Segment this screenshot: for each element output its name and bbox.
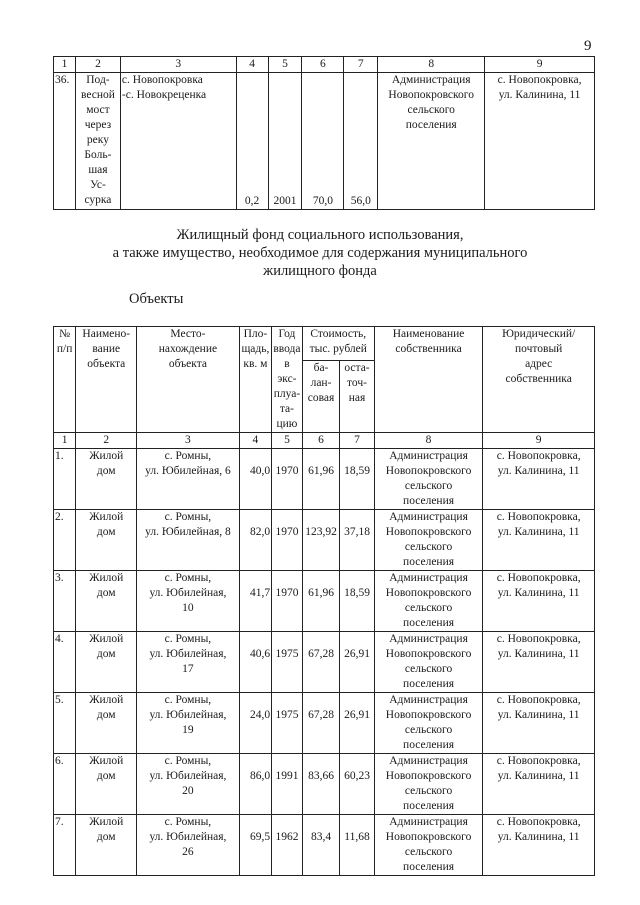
row-number: 4. bbox=[54, 632, 76, 693]
owner-address: с. Новопокровка, ул. Калинина, 11 bbox=[483, 632, 595, 693]
object-area: 24,0 bbox=[239, 693, 271, 754]
row-number: 1. bbox=[54, 449, 76, 510]
col-number: 2 bbox=[75, 57, 120, 73]
object-name: Под- весной мост через реку Боль- шая Ус- сурка bbox=[75, 73, 120, 210]
object-location: с. Ромны, ул. Юбилейная, 19 bbox=[137, 693, 239, 754]
table-row bbox=[54, 754, 595, 815]
col-number: 3 bbox=[120, 57, 236, 73]
column-number-row bbox=[54, 433, 595, 449]
balance-cost: 123,92 bbox=[302, 510, 340, 571]
col-number: 5 bbox=[268, 57, 302, 73]
col-number: 1 bbox=[54, 57, 76, 73]
owner-name: Администрация Новопокровского сельского поселения bbox=[374, 815, 483, 876]
row-number: 2. bbox=[54, 510, 76, 571]
col-number: 9 bbox=[485, 57, 595, 73]
row-number: 7. bbox=[54, 815, 76, 876]
balance-cost: 67,28 bbox=[302, 693, 340, 754]
subheading: Объекты bbox=[129, 291, 184, 307]
object-area: 40,0 bbox=[239, 449, 271, 510]
owner-address: с. Новопокровка, ул. Калинина, 11 bbox=[483, 754, 595, 815]
table-row bbox=[54, 571, 595, 632]
balance-cost: 61,96 bbox=[302, 449, 340, 510]
housing-rows bbox=[54, 449, 595, 876]
object-location: с. Ромны, ул. Юбилейная, 17 bbox=[137, 632, 239, 693]
table-row bbox=[54, 449, 595, 510]
header-year: Год ввода в экс- плуа- та- цию bbox=[272, 327, 303, 433]
row-number: 6. bbox=[54, 754, 76, 815]
object-area: 0,2 bbox=[236, 73, 268, 210]
header-address: Юридический/ почтовый адрес собственника bbox=[483, 327, 595, 433]
col-number: 5 bbox=[272, 433, 303, 449]
col-number: 7 bbox=[344, 57, 378, 73]
object-area: 69,5 bbox=[239, 815, 271, 876]
commission-year: 1975 bbox=[272, 632, 303, 693]
object-area: 86,0 bbox=[239, 754, 271, 815]
owner-address: с. Новопокровка, ул. Калинина, 11 bbox=[483, 693, 595, 754]
balance-cost: 83,4 bbox=[302, 815, 340, 876]
object-location: с. Новопокровка -с. Новокреценка bbox=[120, 73, 236, 210]
object-location: с. Ромны, ул. Юбилейная, 8 bbox=[137, 510, 239, 571]
balance-cost: 70,0 bbox=[302, 73, 344, 210]
row-number: 5. bbox=[54, 693, 76, 754]
object-name: Жилой дом bbox=[76, 449, 137, 510]
table-row bbox=[54, 632, 595, 693]
residual-cost: 18,59 bbox=[340, 449, 375, 510]
table-row bbox=[54, 73, 595, 210]
header-area: Пло- щадь, кв. м bbox=[239, 327, 271, 433]
owner-address: с. Новопокровка, ул. Калинина, 11 bbox=[485, 73, 595, 210]
owner-name: Администрация Новопокровского сельского поселения bbox=[374, 449, 483, 510]
object-name: Жилой дом bbox=[76, 510, 137, 571]
col-number: 7 bbox=[340, 433, 375, 449]
object-name: Жилой дом bbox=[76, 754, 137, 815]
commission-year: 1970 bbox=[272, 449, 303, 510]
column-number-row bbox=[54, 57, 595, 73]
header-balance: ба- лан- совая bbox=[302, 361, 340, 433]
owner-name: Администрация Новопокровского сельского поселения bbox=[374, 754, 483, 815]
housing-fund-table bbox=[53, 326, 595, 876]
balance-cost: 83,66 bbox=[302, 754, 340, 815]
header-location: Место- нахождение объекта bbox=[137, 327, 239, 433]
commission-year: 1975 bbox=[272, 693, 303, 754]
col-number: 3 bbox=[137, 433, 239, 449]
table-row bbox=[54, 510, 595, 571]
header-cost: Стоимость, тыс. рублей bbox=[302, 327, 374, 361]
object-area: 41,7 bbox=[239, 571, 271, 632]
owner-address: с. Новопокровка, ул. Калинина, 11 bbox=[483, 815, 595, 876]
commission-year: 1970 bbox=[272, 510, 303, 571]
row-number: 3. bbox=[54, 571, 76, 632]
col-number: 8 bbox=[378, 57, 485, 73]
page-number: 9 bbox=[584, 38, 592, 54]
balance-cost: 67,28 bbox=[302, 632, 340, 693]
object-area: 82,0 bbox=[239, 510, 271, 571]
col-number: 8 bbox=[374, 433, 483, 449]
object-area: 40,6 bbox=[239, 632, 271, 693]
object-location: с. Ромны, ул. Юбилейная, 6 bbox=[137, 449, 239, 510]
residual-cost: 37,18 bbox=[340, 510, 375, 571]
residual-cost: 60,23 bbox=[340, 754, 375, 815]
residual-cost: 26,91 bbox=[340, 632, 375, 693]
commission-year: 1991 bbox=[272, 754, 303, 815]
table-row bbox=[54, 815, 595, 876]
row-number: 36. bbox=[54, 73, 76, 210]
owner-name: Администрация Новопокровского сельского поселения bbox=[378, 73, 485, 210]
owner-name: Администрация Новопокровского сельского поселения bbox=[374, 510, 483, 571]
owner-address: с. Новопокровка, ул. Калинина, 11 bbox=[483, 571, 595, 632]
commission-year: 1970 bbox=[272, 571, 303, 632]
object-location: с. Ромны, ул. Юбилейная, 10 bbox=[137, 571, 239, 632]
col-number: 6 bbox=[302, 433, 340, 449]
commission-year: 2001 bbox=[268, 73, 302, 210]
owner-name: Администрация Новопокровского сельского поселения bbox=[374, 571, 483, 632]
residual-cost: 56,0 bbox=[344, 73, 378, 210]
section-heading: Жилищный фонд социального использования, а также имущество, необходимое для содержания муниципального жилищного фонда bbox=[112, 227, 528, 279]
object-location: с. Ромны, ул. Юбилейная, 20 bbox=[137, 754, 239, 815]
header-residual: оста- точ- ная bbox=[340, 361, 375, 433]
header-num: № п/п bbox=[54, 327, 76, 433]
object-name: Жилой дом bbox=[76, 815, 137, 876]
property-table-continuation bbox=[53, 56, 595, 210]
commission-year: 1962 bbox=[272, 815, 303, 876]
col-number: 9 bbox=[483, 433, 595, 449]
header-row bbox=[54, 327, 595, 361]
table-row bbox=[54, 693, 595, 754]
col-number: 4 bbox=[239, 433, 271, 449]
col-number: 6 bbox=[302, 57, 344, 73]
object-location: с. Ромны, ул. Юбилейная, 26 bbox=[137, 815, 239, 876]
residual-cost: 11,68 bbox=[340, 815, 375, 876]
header-name: Наимено- вание объекта bbox=[76, 327, 137, 433]
owner-name: Администрация Новопокровского сельского поселения bbox=[374, 632, 483, 693]
owner-name: Администрация Новопокровского сельского поселения bbox=[374, 693, 483, 754]
residual-cost: 26,91 bbox=[340, 693, 375, 754]
object-name: Жилой дом bbox=[76, 571, 137, 632]
col-number: 1 bbox=[54, 433, 76, 449]
col-number: 2 bbox=[76, 433, 137, 449]
owner-address: с. Новопокровка, ул. Калинина, 11 bbox=[483, 449, 595, 510]
owner-address: с. Новопокровка, ул. Калинина, 11 bbox=[483, 510, 595, 571]
residual-cost: 18,59 bbox=[340, 571, 375, 632]
object-name: Жилой дом bbox=[76, 632, 137, 693]
object-name: Жилой дом bbox=[76, 693, 137, 754]
header-owner: Наименование собственника bbox=[374, 327, 483, 433]
balance-cost: 61,96 bbox=[302, 571, 340, 632]
col-number: 4 bbox=[236, 57, 268, 73]
